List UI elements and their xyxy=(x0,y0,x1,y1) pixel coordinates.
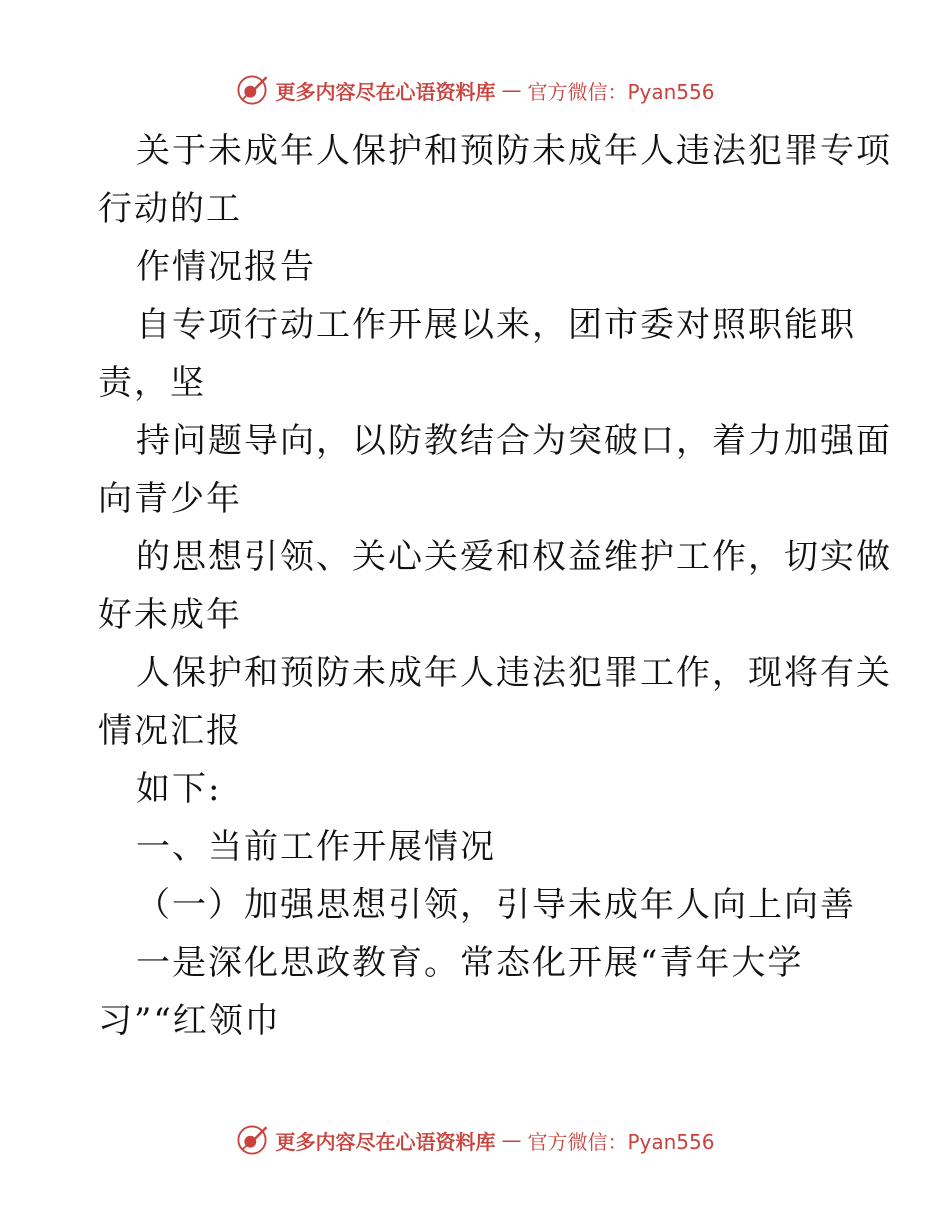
watermark-text: 更多内容尽在心语资料库 xyxy=(275,1129,496,1154)
pen-logo-icon xyxy=(235,1123,269,1157)
watermark-wechat: 官方微信：Pyan556 xyxy=(527,79,715,104)
title-line-3: 作情况报告 xyxy=(136,247,316,287)
paragraph-line: 如下: xyxy=(136,769,222,809)
subsection-heading: （一）加强思想引领，引导未成年人向上向善 xyxy=(136,885,856,925)
paragraph-line: 一是深化思政教育。常态化开展“青年大学 xyxy=(136,943,804,983)
paragraph-line: 人保护和预防未成年人违法犯罪工作，现将有关 xyxy=(136,653,892,693)
title-line-1: 关于未成年人保护和预防未成年人违法犯罪专项 xyxy=(136,131,892,171)
section-heading: 一、当前工作开展情况 xyxy=(136,827,496,867)
paragraph-line: 责，坚 xyxy=(98,363,206,403)
paragraph-line: 的思想引领、关心关爱和权益维护工作，切实做 xyxy=(136,537,892,577)
paragraph-line: 持问题导向，以防教结合为突破口，着力加强面 xyxy=(136,421,892,461)
document-body xyxy=(98,122,892,1050)
title-line-2: 行动的工 xyxy=(98,189,242,229)
watermark-text: 更多内容尽在心语资料库 xyxy=(275,79,496,104)
paragraph-line: 自专项行动工作开展以来，团市委对照职能职 xyxy=(136,305,856,345)
watermark-separator: — xyxy=(501,78,522,102)
pen-logo-icon xyxy=(235,73,269,107)
watermark-separator: — xyxy=(501,1128,522,1152)
paragraph-line: 向青少年 xyxy=(98,479,242,519)
watermark-wechat: 官方微信：Pyan556 xyxy=(527,1129,715,1154)
paragraph-line: 习”“红领巾 xyxy=(98,1001,281,1041)
header-watermark-banner xyxy=(0,70,950,110)
paragraph-line: 情况汇报 xyxy=(98,711,242,751)
paragraph-line: 好未成年 xyxy=(98,595,242,635)
footer-watermark-banner xyxy=(0,1120,950,1160)
